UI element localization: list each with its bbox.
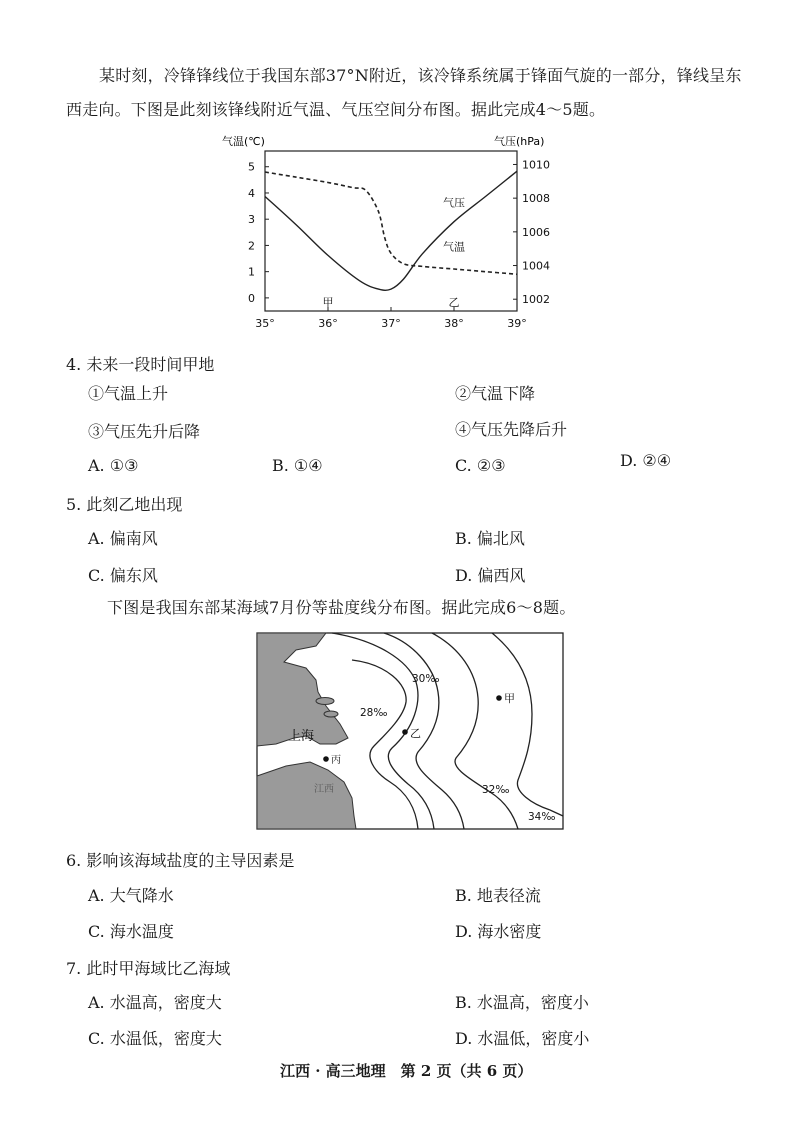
x-tick-label: 35° <box>255 317 275 330</box>
chart-layer <box>248 158 550 330</box>
iso-label-34: 34‰ <box>528 811 556 823</box>
q7-option-d[interactable]: D. 水温低，密度小 <box>455 1029 590 1048</box>
q7-stem: 7. 此时甲海域比乙海域 <box>66 959 231 978</box>
q6-option-c[interactable]: C. 海水温度 <box>88 922 174 941</box>
q4-option-b[interactable]: B. ①④ <box>272 456 323 475</box>
q4-item-3: ③气压先升后降 <box>88 422 201 441</box>
q5-stem: 5. 此刻乙地出现 <box>66 495 183 514</box>
point-yi-marker <box>402 729 408 735</box>
point-yi-label: 乙 <box>410 727 421 740</box>
x-tick-label: 39° <box>507 317 527 330</box>
q4-option-a[interactable]: A. ①③ <box>88 456 139 475</box>
y-left-tick-label: 5 <box>248 160 255 174</box>
point-jia-marker <box>496 695 502 701</box>
map-land-label-2: 江西 <box>314 784 334 795</box>
y-left-tick-label: 0 <box>248 291 255 305</box>
intro-2: 下图是我国东部某海域7月份等盐度线分布图。据此完成6～8题。 <box>107 598 576 617</box>
x-tick-label: 38° <box>444 317 464 330</box>
q6-option-a[interactable]: A. 大气降水 <box>88 886 174 905</box>
y-left-tick-label: 2 <box>248 239 255 253</box>
q7-option-b[interactable]: B. 水温高，密度小 <box>455 993 589 1012</box>
iso-label-32: 32‰ <box>482 784 510 796</box>
point-jia-label: 甲 <box>504 692 515 705</box>
y-left-tick-label: 4 <box>248 186 255 200</box>
q7-option-c[interactable]: C. 水温低，密度大 <box>88 1029 222 1048</box>
point-label: 乙 <box>448 296 460 309</box>
point-bing-marker <box>323 756 329 762</box>
series-label: 气压 <box>443 196 465 210</box>
q7-option-a[interactable]: A. 水温高，密度大 <box>88 993 222 1012</box>
q4-item-4: ④气压先降后升 <box>455 420 568 439</box>
q6-option-d[interactable]: D. 海水密度 <box>455 922 542 941</box>
intro-line-1: 某时刻，冷锋锋线位于我国东部37°N附近，该冷锋系统属于锋面气旋的一部分，锋线呈东 <box>99 66 742 85</box>
pressure-line <box>265 171 517 290</box>
q6-stem: 6. 影响该海域盐度的主导因素是 <box>66 851 295 870</box>
y-right-tick-label: 1008 <box>522 192 550 206</box>
intro-line-2: 西走向。下图是此刻该锋线附近气温、气压空间分布图。据此完成4～5题。 <box>66 100 606 119</box>
y-right-tick-label: 1006 <box>522 225 550 239</box>
salinity-map <box>256 632 564 830</box>
y-left-axis-label: 气温(℃) <box>222 135 265 148</box>
temperature-line <box>265 172 517 274</box>
point-bing-label: 丙 <box>331 755 341 766</box>
map-land-label: 上海 <box>288 729 315 744</box>
island-2 <box>324 711 338 717</box>
temperature-pressure-chart <box>220 128 550 334</box>
q5-option-d[interactable]: D. 偏西风 <box>455 566 526 585</box>
q6-option-b[interactable]: B. 地表径流 <box>455 886 541 905</box>
y-right-tick-label: 1002 <box>522 293 550 307</box>
x-tick-label: 36° <box>318 317 338 330</box>
y-left-tick-label: 1 <box>248 265 255 279</box>
y-right-axis-label: 气压(hPa) <box>494 135 545 148</box>
y-left-tick-label: 3 <box>248 213 255 227</box>
page-footer: 江西 · 高三地理 第 2 页（共 6 页） <box>280 1062 533 1080</box>
q4-item-2: ②气温下降 <box>455 384 536 403</box>
island-1 <box>316 698 334 705</box>
q4-option-c[interactable]: C. ②③ <box>455 456 506 475</box>
point-label: 甲 <box>322 296 334 309</box>
q5-option-c[interactable]: C. 偏东风 <box>88 566 158 585</box>
q4-item-1: ①气温上升 <box>88 384 169 403</box>
q4-option-d[interactable]: D. ②④ <box>620 451 672 470</box>
q5-option-a[interactable]: A. 偏南风 <box>88 529 158 548</box>
y-right-tick-label: 1010 <box>522 158 550 172</box>
x-tick-label: 37° <box>381 317 401 330</box>
iso-label-30: 30‰ <box>412 673 440 685</box>
iso-label-28: 28‰ <box>360 707 388 719</box>
q4-stem: 4. 未来一段时间甲地 <box>66 355 215 374</box>
y-right-tick-label: 1004 <box>522 259 550 273</box>
series-label: 气温 <box>443 240 465 254</box>
q5-option-b[interactable]: B. 偏北风 <box>455 529 525 548</box>
